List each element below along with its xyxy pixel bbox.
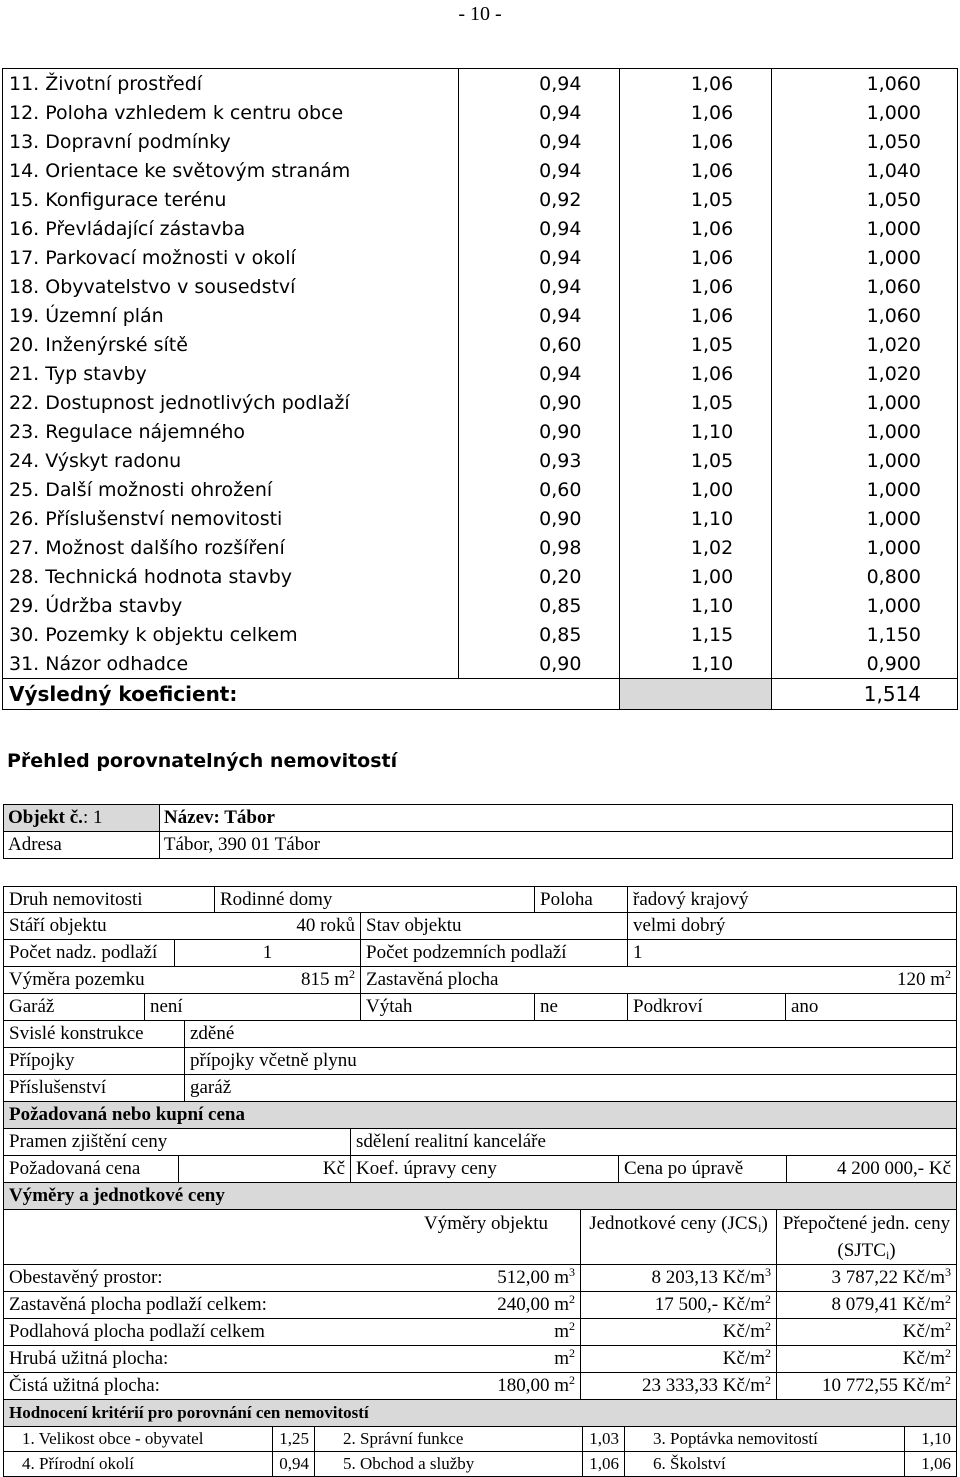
coefficient-min: 0,90 [458, 417, 620, 446]
measure-recalc-price: 3 787,22 $Kč/m^3$ [776, 1265, 956, 1291]
adjusted-value: 4 200 000,- Kč [786, 1156, 956, 1182]
coefficient-max: 1,06 [620, 214, 772, 243]
coefficient-row [3, 359, 958, 388]
coefficient-value: 1,000 [772, 98, 958, 127]
result-gap [620, 679, 772, 710]
coefficient-row [3, 649, 958, 679]
coefficient-row [3, 185, 958, 214]
measure-unit-price: 17 500,- $Kč/m^2$ [580, 1292, 776, 1318]
coefficient-row [3, 504, 958, 533]
measure-recalc-price: $Kč/m^2$ [776, 1319, 956, 1345]
coefficient-max: 1,00 [620, 562, 772, 591]
result-value: 1,514 [772, 679, 958, 710]
measure-label: Hrubá užitná plocha: [9, 1348, 169, 1369]
coefficient-row [3, 475, 958, 504]
measure-label: Čistá užitná plocha: [9, 1375, 160, 1396]
page-number: - 10 - [458, 3, 502, 25]
coefficient-min: 0,98 [458, 533, 620, 562]
section-title: Přehled porovnatelných nemovitostí [7, 750, 398, 772]
garage-label: Garáž [9, 996, 55, 1017]
coefficient-min: 0,94 [458, 98, 620, 127]
coefficient-value: 1,000 [772, 214, 958, 243]
coefficient-min: 0,94 [458, 243, 620, 272]
coefficient-min: 0,92 [458, 185, 620, 214]
criteria-value: 1,10 [904, 1427, 956, 1451]
coefficient-label: 15. Konfigurace terénu [3, 185, 459, 214]
coefficient-label: 26. Příslušenství nemovitosti [3, 504, 459, 533]
plot-value: 815 $m^2$ [300, 967, 355, 990]
coefficient-max: 1,10 [620, 591, 772, 620]
measure-area: 240,00 $m^2$ [497, 1292, 575, 1315]
coefficient-max: 1,06 [620, 359, 772, 388]
address-value: Tábor, 390 01 Tábor [159, 832, 952, 859]
coefficient-row [3, 127, 958, 156]
coefficient-value: 1,050 [772, 127, 958, 156]
object-header [3, 804, 953, 859]
coefficient-label: 28. Technická hodnota stavby [3, 562, 459, 591]
coefficient-max: 1,06 [620, 156, 772, 185]
coefficient-table [2, 68, 958, 710]
coefficient-min: 0,85 [458, 620, 620, 649]
coefficient-max: 1,02 [620, 533, 772, 562]
coefficient-value: 1,000 [772, 417, 958, 446]
coefficient-row [3, 417, 958, 446]
coefficient-max: 1,06 [620, 301, 772, 330]
coefficient-max: 1,15 [620, 620, 772, 649]
coefficient-max: 1,06 [620, 98, 772, 127]
coefficient-min: 0,85 [458, 591, 620, 620]
plot-label: Výměra pozemku [9, 969, 145, 990]
coefficient-value: 1,000 [772, 243, 958, 272]
price-heading: Požadovaná nebo kupní cena [9, 1104, 245, 1125]
measures-col-unit: Jednotkové ceny $(JCS_i)$ [580, 1210, 776, 1264]
coefficient-min: 0,94 [458, 69, 620, 99]
criteria-label: 6. Školství [624, 1452, 904, 1476]
coefficient-max: 1,06 [620, 243, 772, 272]
measure-area: $m^2$ [554, 1319, 575, 1342]
measure-row [3, 1319, 957, 1346]
coefficient-label: 13. Dopravní podmínky [3, 127, 459, 156]
built-label: Zastavěná plocha [360, 967, 627, 993]
coefficient-label: 22. Dostupnost jednotlivých podlaží [3, 388, 459, 417]
type-value: Rodinné domy [214, 887, 534, 913]
measure-area: 180,00 $m^2$ [497, 1373, 575, 1396]
coefficient-value: 1,060 [772, 69, 958, 99]
coefficient-value: 1,000 [772, 388, 958, 417]
acc-label: Příslušenství [9, 1077, 107, 1098]
coefficient-value: 1,000 [772, 504, 958, 533]
criteria-heading: Hodnocení kritérií pro porovnání cen nemovitostí [9, 1403, 369, 1422]
result-label: Výsledný koeficient: [3, 679, 620, 710]
result-row [3, 679, 958, 710]
floors-label: Počet nadz. podlaží [9, 942, 158, 963]
coefficient-label: 25. Další možnosti ohrožení [3, 475, 459, 504]
attic-value: ano [785, 994, 956, 1020]
coefficient-max: 1,06 [620, 69, 772, 99]
coefficient-value: 0,800 [772, 562, 958, 591]
coefficient-row [3, 620, 958, 649]
coefficient-label: 17. Parkovací možnosti v okolí [3, 243, 459, 272]
measure-recalc-price: 8 079,41 $Kč/m^2$ [776, 1292, 956, 1318]
coefficient-row [3, 272, 958, 301]
garage-value: není [144, 994, 360, 1020]
object-detail [3, 886, 957, 1477]
measure-unit-price: $Kč/m^2$ [580, 1319, 776, 1345]
coefficient-label: 16. Převládající zástavba [3, 214, 459, 243]
coefficient-label: 20. Inženýrské sítě [3, 330, 459, 359]
acc-value: garáž [184, 1075, 956, 1101]
coefficient-min: 0,60 [458, 475, 620, 504]
object-name: Název: Tábor [159, 805, 952, 832]
criteria-label: 5. Obchod a služby [314, 1452, 582, 1476]
coefficient-label: 23. Regulace nájemného [3, 417, 459, 446]
coefficient-row [3, 446, 958, 475]
coefficient-row [3, 214, 958, 243]
coefficient-value: 1,000 [772, 475, 958, 504]
coefficient-label: 24. Výskyt radonu [3, 446, 459, 475]
criteria-value: 0,94 [272, 1452, 314, 1476]
measure-row [3, 1292, 957, 1319]
asked-value: Kč [178, 1156, 350, 1182]
measure-row [3, 1346, 957, 1373]
coefficient-label: 11. Životní prostředí [3, 69, 459, 99]
coefficient-max: 1,10 [620, 417, 772, 446]
coefficient-row [3, 562, 958, 591]
coefficient-value: 1,060 [772, 272, 958, 301]
state-value: velmi dobrý [627, 913, 956, 939]
coefficient-max: 1,10 [620, 649, 772, 679]
criteria-value: 1,25 [272, 1427, 314, 1451]
coefficient-value: 0,900 [772, 649, 958, 679]
coefficient-row [3, 243, 958, 272]
coefficient-value: 1,000 [772, 446, 958, 475]
coefficient-max: 1,06 [620, 272, 772, 301]
measure-recalc-price: $Kč/m^2$ [776, 1346, 956, 1372]
coefficient-value: 1,060 [772, 301, 958, 330]
floors-value: 1 [174, 940, 360, 966]
criteria-value: 1,06 [904, 1452, 956, 1476]
measures-header-blank [4, 1210, 392, 1264]
built-value: 120 $m^2$ [896, 967, 951, 990]
lift-value: ne [534, 994, 627, 1020]
coefficient-value: 1,040 [772, 156, 958, 185]
coefficient-max: 1,00 [620, 475, 772, 504]
position-label: Poloha [534, 887, 627, 913]
coefficient-min: 0,94 [458, 301, 620, 330]
measure-unit-price: 23 333,33 $Kč/m^2$ [580, 1373, 776, 1399]
coefficient-row [3, 591, 958, 620]
source-label: Pramen zjištění ceny [9, 1131, 168, 1152]
coef-label: Koef. úpravy ceny [350, 1156, 618, 1182]
coefficient-max: 1,05 [620, 388, 772, 417]
measures-col-recalc: Přepočtené jedn. ceny $(SJTC_i)$ [776, 1210, 956, 1264]
under-value: 1 [627, 940, 956, 966]
coefficient-max: 1,05 [620, 330, 772, 359]
criteria-row [3, 1452, 957, 1477]
measure-label: Zastavěná plocha podlaží celkem: [9, 1294, 267, 1315]
coefficient-min: 0,90 [458, 388, 620, 417]
coefficient-label: 29. Údržba stavby [3, 591, 459, 620]
coefficient-value: 1,050 [772, 185, 958, 214]
measure-label: Podlahová plocha podlaží celkem [9, 1321, 265, 1342]
age-value: 40 roků [296, 915, 355, 936]
coefficient-min: 0,94 [458, 156, 620, 185]
state-label: Stav objektu [360, 913, 627, 939]
coefficient-value: 1,150 [772, 620, 958, 649]
under-label: Počet podzemních podlaží [360, 940, 627, 966]
criteria-row [3, 1427, 957, 1452]
measure-unit-price: $Kč/m^2$ [580, 1346, 776, 1372]
coefficient-max: 1,05 [620, 446, 772, 475]
lift-label: Výtah [360, 994, 534, 1020]
coefficient-min: 0,60 [458, 330, 620, 359]
criteria-value: 1,03 [582, 1427, 624, 1451]
coefficient-min: 0,94 [458, 127, 620, 156]
measure-unit-price: 8 203,13 $Kč/m^3$ [580, 1265, 776, 1291]
measures-heading: Výměry a jednotkové ceny [9, 1185, 225, 1206]
coefficient-row [3, 98, 958, 127]
conn-value: přípojky včetně plynu [184, 1048, 956, 1074]
coefficient-label: 18. Obyvatelstvo v sousedství [3, 272, 459, 301]
coefficient-min: 0,94 [458, 272, 620, 301]
measure-label: Obestavěný prostor: [9, 1267, 163, 1288]
criteria-label: 4. Přírodní okolí [22, 1454, 134, 1473]
measures-col-area: Výměry objektu [423, 1213, 548, 1234]
position-value: řadový krajový [627, 887, 956, 913]
criteria-label: 2. Správní funkce [314, 1427, 582, 1451]
coefficient-min: 0,94 [458, 359, 620, 388]
object-number: Objekt č.: 1 [4, 805, 160, 832]
address-label: Adresa [4, 832, 160, 859]
measure-row [3, 1265, 957, 1292]
coefficient-max: 1,05 [620, 185, 772, 214]
coefficient-value: 1,000 [772, 533, 958, 562]
criteria-label: 1. Velikost obce - obyvatel [22, 1429, 204, 1448]
measure-area: 512,00 $m^3$ [497, 1265, 575, 1288]
coefficient-label: 27. Možnost dalšího rozšíření [3, 533, 459, 562]
coefficient-row [3, 156, 958, 185]
coefficient-row [3, 330, 958, 359]
measure-row [3, 1373, 957, 1400]
criteria-value: 1,06 [582, 1452, 624, 1476]
coefficient-value: 1,020 [772, 359, 958, 388]
coefficient-max: 1,10 [620, 504, 772, 533]
coefficient-label: 12. Poloha vzhledem k centru obce [3, 98, 459, 127]
coefficient-value: 1,000 [772, 591, 958, 620]
measure-area: $m^2$ [554, 1346, 575, 1369]
coefficient-row [3, 388, 958, 417]
adjusted-label: Cena po úpravě [618, 1156, 786, 1182]
coefficient-value: 1,020 [772, 330, 958, 359]
type-label: Druh nemovitosti [9, 889, 143, 910]
coefficient-min: 0,93 [458, 446, 620, 475]
coefficient-label: 21. Typ stavby [3, 359, 459, 388]
attic-label: Podkroví [627, 994, 785, 1020]
coefficient-row [3, 301, 958, 330]
coefficient-min: 0,90 [458, 504, 620, 533]
coefficient-row [3, 533, 958, 562]
measure-recalc-price: 10 772,55 $Kč/m^2$ [776, 1373, 956, 1399]
criteria-label: 3. Poptávka nemovitostí [624, 1427, 904, 1451]
coefficient-min: 0,90 [458, 649, 620, 679]
coefficient-label: 31. Názor odhadce [3, 649, 459, 679]
coefficient-min: 0,94 [458, 214, 620, 243]
walls-value: zděné [184, 1021, 956, 1047]
age-label: Stáří objektu [9, 915, 107, 936]
coefficient-min: 0,20 [458, 562, 620, 591]
source-value: sdělení realitní kanceláře [350, 1129, 956, 1155]
asked-label: Požadovaná cena [9, 1158, 141, 1179]
coefficient-max: 1,06 [620, 127, 772, 156]
coefficient-row [3, 69, 958, 99]
coefficient-label: 14. Orientace ke světovým stranám [3, 156, 459, 185]
coefficient-label: 30. Pozemky k objektu celkem [3, 620, 459, 649]
walls-label: Svislé konstrukce [9, 1023, 144, 1044]
conn-label: Přípojky [9, 1050, 75, 1071]
coefficient-label: 19. Územní plán [3, 301, 459, 330]
